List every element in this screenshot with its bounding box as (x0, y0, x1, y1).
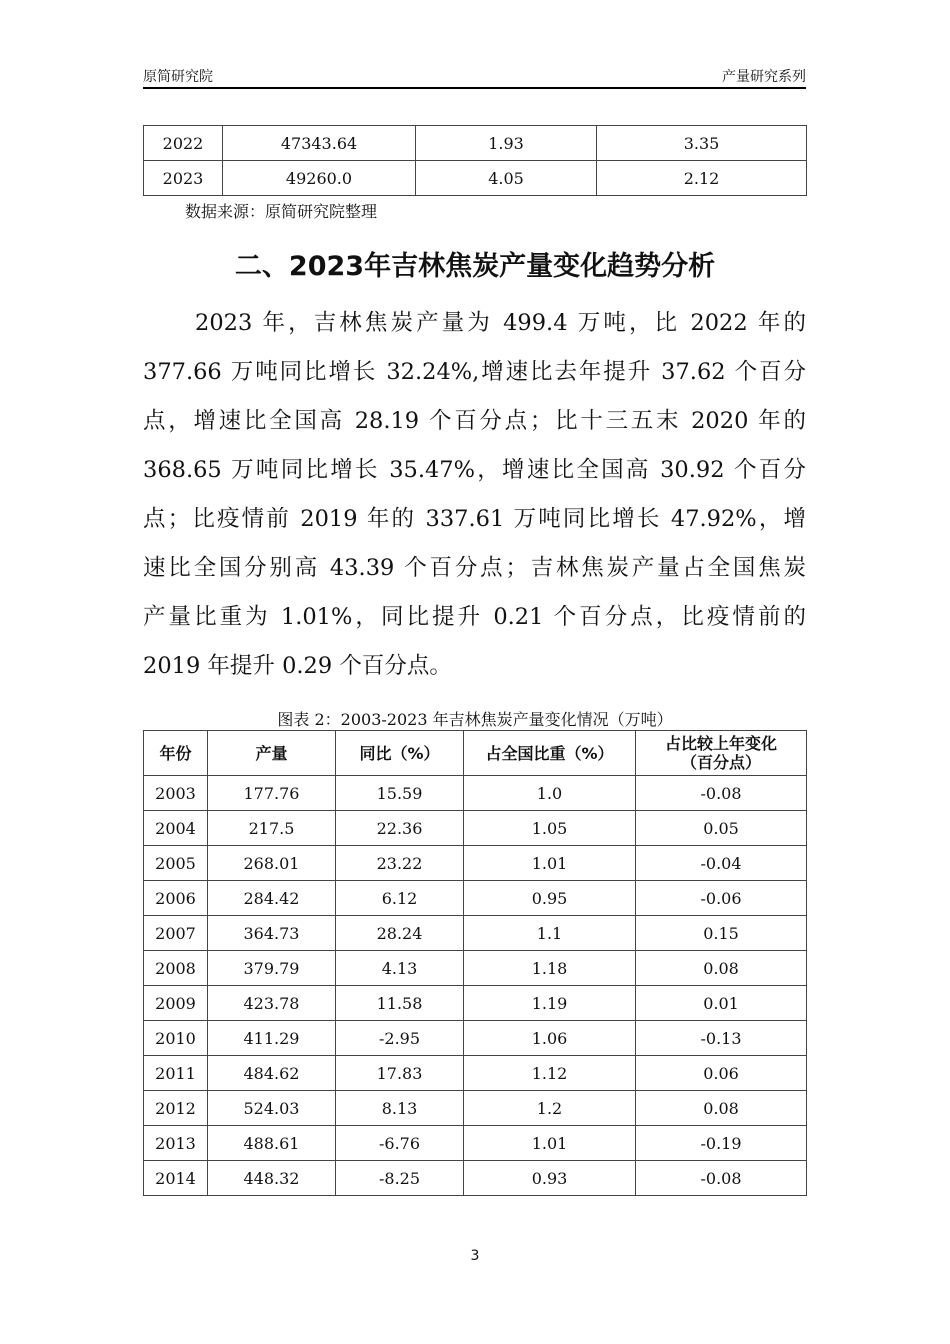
header-divider (143, 87, 806, 89)
table-row (144, 1091, 807, 1126)
table-row (144, 126, 807, 161)
table-cell: 2009 (144, 986, 208, 1021)
table-cell: 15.59 (336, 776, 464, 811)
table-caption: 图表 2：2003-2023 年吉林焦炭产量变化情况（万吨） (277, 710, 673, 729)
table-cell: 3.35 (597, 126, 807, 161)
table-cell: -0.04 (636, 846, 807, 881)
table-cell: -0.19 (636, 1126, 807, 1161)
table-cell: 1.93 (416, 126, 597, 161)
table-cell: 2012 (144, 1091, 208, 1126)
table-cell: 1.01 (464, 846, 636, 881)
table-cell: 2014 (144, 1161, 208, 1196)
table-cell: 17.83 (336, 1056, 464, 1091)
table-cell: 0.95 (464, 881, 636, 916)
table-cell: 1.12 (464, 1056, 636, 1091)
table-cell: 448.32 (208, 1161, 336, 1196)
table-cell: -6.76 (336, 1126, 464, 1161)
table-cell: 364.73 (208, 916, 336, 951)
table-cell: 2008 (144, 951, 208, 986)
table-cell: 47343.64 (223, 126, 416, 161)
table-cell: 2023 (144, 161, 223, 196)
table-cell: 2010 (144, 1021, 208, 1056)
table-cell: -0.13 (636, 1021, 807, 1056)
paragraph-line: 点；比疫情前 2019 年的 337.61 万吨同比增长 47.92%，增 (143, 506, 806, 532)
paragraph-line: 产量比重为 1.01%，同比提升 0.21 个百分点，比疫情前的 (143, 604, 806, 630)
column-header: 年份 (144, 731, 208, 776)
table-cell: 28.24 (336, 916, 464, 951)
paragraph-line: 2023 年，吉林焦炭产量为 499.4 万吨，比 2022 年的 (195, 310, 806, 336)
table-cell: 177.76 (208, 776, 336, 811)
table-row (144, 951, 807, 986)
table-cell: 23.22 (336, 846, 464, 881)
table-row (144, 986, 807, 1021)
table-cell: -8.25 (336, 1161, 464, 1196)
table-cell: 11.58 (336, 986, 464, 1021)
table-cell: 2007 (144, 916, 208, 951)
table-cell: 2006 (144, 881, 208, 916)
table-cell: 1.1 (464, 916, 636, 951)
table-cell: 0.05 (636, 811, 807, 846)
table-cell: 1.19 (464, 986, 636, 1021)
header-left: 原简研究院 (143, 69, 213, 85)
table-cell: 0.06 (636, 1056, 807, 1091)
table-cell: 0.08 (636, 1091, 807, 1126)
table-cell: 0.08 (636, 951, 807, 986)
header-right: 产量研究系列 (722, 69, 806, 85)
paragraph-line: 点，增速比全国高 28.19 个百分点；比十三五末 2020 年的 (143, 408, 806, 434)
table-row (144, 1021, 807, 1056)
table-cell: 1.0 (464, 776, 636, 811)
table-cell: 488.61 (208, 1126, 336, 1161)
table-cell: 524.03 (208, 1091, 336, 1126)
table-cell: -0.08 (636, 776, 807, 811)
table-cell: -0.06 (636, 881, 807, 916)
paragraph-line: 2019 年提升 0.29 个百分点。 (143, 653, 452, 679)
table-cell: 2022 (144, 126, 223, 161)
table-cell: 8.13 (336, 1091, 464, 1126)
table-row (144, 161, 807, 196)
table-cell: 4.05 (416, 161, 597, 196)
table-cell: 2005 (144, 846, 208, 881)
table-row (144, 776, 807, 811)
table-cell: -0.08 (636, 1161, 807, 1196)
table-cell: 2013 (144, 1126, 208, 1161)
table-cell: 1.06 (464, 1021, 636, 1056)
column-header: 占比较上年变化 （百分点） (636, 731, 807, 776)
table-cell: 1.18 (464, 951, 636, 986)
table-cell: 2011 (144, 1056, 208, 1091)
table-row (144, 1161, 807, 1196)
production-table (143, 730, 807, 1196)
table-row (144, 811, 807, 846)
table-cell: -2.95 (336, 1021, 464, 1056)
page-number: 3 (470, 1248, 480, 1264)
table-continued (143, 125, 807, 196)
table-row (144, 1056, 807, 1091)
column-header: 同比（%） (336, 731, 464, 776)
column-header: 占全国比重（%） (464, 731, 636, 776)
table-cell: 379.79 (208, 951, 336, 986)
table-cell: 1.01 (464, 1126, 636, 1161)
table-cell: 2003 (144, 776, 208, 811)
table-row (144, 1126, 807, 1161)
table-row (144, 846, 807, 881)
table-cell: 411.29 (208, 1021, 336, 1056)
paragraph-line: 速比全国分别高 43.39 个百分点；吉林焦炭产量占全国焦炭 (143, 555, 806, 581)
table-header-row (144, 731, 807, 776)
table-cell: 0.01 (636, 986, 807, 1021)
body-paragraph (143, 303, 806, 695)
table-row (144, 881, 807, 916)
table-cell: 2004 (144, 811, 208, 846)
table-cell: 1.2 (464, 1091, 636, 1126)
data-source-note: 数据来源：原简研究院整理 (185, 202, 378, 221)
paragraph-line: 368.65 万吨同比增长 35.47%，增速比全国高 30.92 个百分 (143, 457, 806, 483)
table-row (144, 916, 807, 951)
table-cell: 423.78 (208, 986, 336, 1021)
table-cell: 6.12 (336, 881, 464, 916)
section-heading: 二、2023年吉林焦炭产量变化趋势分析 (234, 251, 716, 282)
table-cell: 484.62 (208, 1056, 336, 1091)
table-cell: 284.42 (208, 881, 336, 916)
paragraph-line: 377.66 万吨同比增长 32.24%,增速比去年提升 37.62 个百分 (143, 359, 806, 385)
table-cell: 2.12 (597, 161, 807, 196)
table-cell: 22.36 (336, 811, 464, 846)
table-cell: 268.01 (208, 846, 336, 881)
table-cell: 49260.0 (223, 161, 416, 196)
column-header: 产量 (208, 731, 336, 776)
table-cell: 0.15 (636, 916, 807, 951)
table-cell: 4.13 (336, 951, 464, 986)
table-cell: 0.93 (464, 1161, 636, 1196)
table-cell: 1.05 (464, 811, 636, 846)
table-cell: 217.5 (208, 811, 336, 846)
